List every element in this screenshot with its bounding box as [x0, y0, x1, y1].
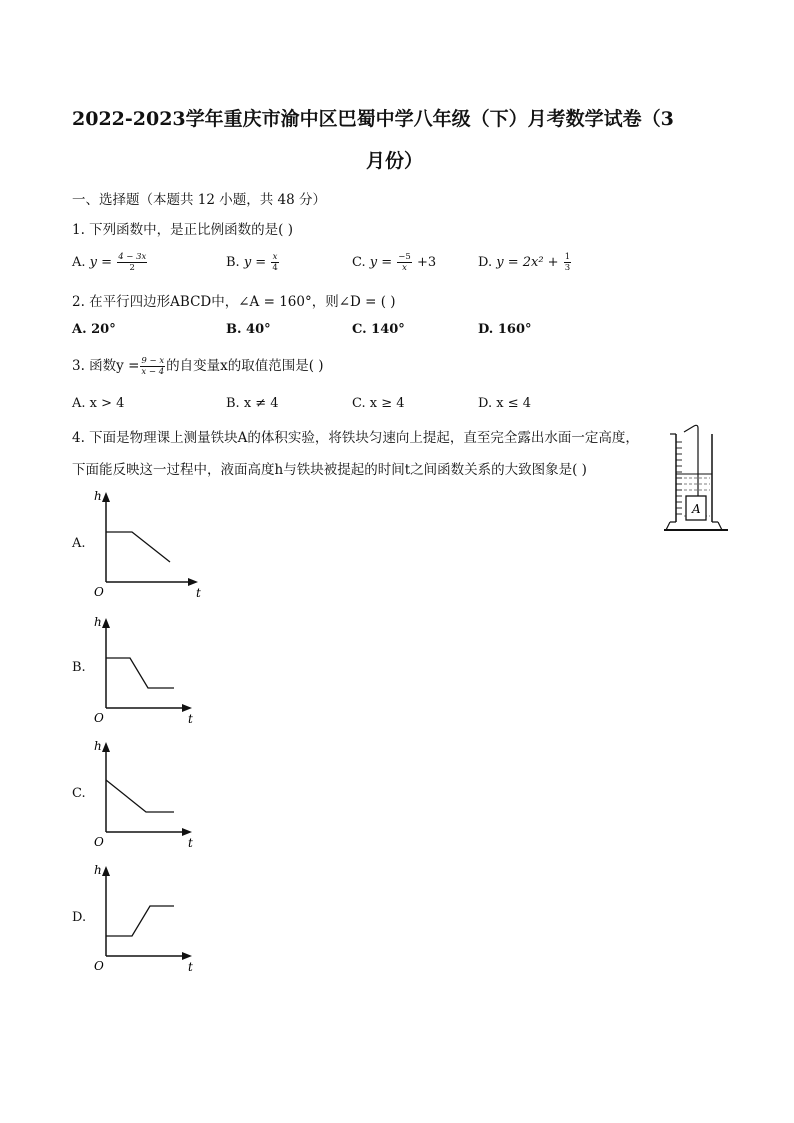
q4-graph-c-label: C.: [72, 786, 86, 801]
q4-graph-d-label: D.: [72, 910, 87, 925]
h-label: h: [94, 863, 102, 877]
q4-graph-b-label: B.: [72, 660, 86, 675]
q3-option-d: D. x ≤ 4: [478, 396, 531, 411]
x-axis-arrow: [182, 952, 192, 960]
t-label: t: [188, 960, 193, 974]
beaker-scale: [676, 442, 682, 514]
q1-option-d: D. y = 2x² + $\frac{1}{3}$: [478, 252, 571, 273]
q3-option-c: C. x ≥ 4: [352, 396, 405, 411]
q4-graph-d: [88, 860, 212, 976]
y-axis-arrow: [102, 492, 110, 502]
q2-option-d: D. 160°: [478, 322, 532, 337]
origin-label: O: [94, 959, 104, 973]
t-label: t: [188, 712, 193, 726]
graph-line: [106, 906, 174, 936]
beaker-figure: [656, 424, 732, 536]
q4-graph-b: [88, 612, 212, 728]
y-axis-arrow: [102, 866, 110, 876]
q2-option-b: B. 40°: [226, 322, 271, 337]
x-axis-arrow: [188, 578, 198, 586]
q1-option-a: A. y = $\frac{4 - 3x}{2}$: [72, 252, 147, 273]
graph-line: [106, 532, 170, 562]
iron-block-label: A: [692, 502, 701, 516]
q3-option-b: B. x ≠ 4: [226, 396, 279, 411]
h-label: h: [94, 489, 102, 503]
q4-graph-c: [88, 736, 212, 852]
t-label: t: [196, 586, 201, 600]
q4-stem-line1: 4. 下面是物理课上测量铁块A的体积实验，将铁块匀速向上提起，直至完全露出水面一定高度，: [72, 430, 639, 446]
y-axis-arrow: [102, 742, 110, 752]
exam-title-line1: 2022-2023学年重庆市渝中区巴蜀中学八年级（下）月考数学试卷（3: [72, 108, 674, 130]
q4-graph-a: [88, 486, 212, 602]
q2-option-c: C. 140°: [352, 322, 405, 337]
graph-line: [106, 780, 174, 812]
q3-stem: 3. 函数y = $\frac{9 - x}{x - 4}$ 的自变量x的取值范围是( ): [72, 356, 324, 377]
graph-line: [106, 658, 174, 688]
origin-label: O: [94, 835, 104, 849]
section-header: 一、选择题（本题共 12 小题，共 48 分）: [72, 192, 327, 208]
q1-option-b: B. y = $\frac{x}{4}$: [226, 252, 278, 273]
x-axis-arrow: [182, 704, 192, 712]
h-label: h: [94, 739, 102, 753]
q1-stem: 1. 下列函数中，是正比例函数的是( ): [72, 222, 293, 238]
beaker-foot: [666, 522, 722, 530]
t-label: t: [188, 836, 193, 850]
beaker-string: [684, 425, 698, 496]
h-label: h: [94, 615, 102, 629]
y-axis-arrow: [102, 618, 110, 628]
q4-stem-line2: 下面能反映这一过程中，液面高度h与铁块被提起的时间t之间函数关系的大致图象是( ): [72, 462, 587, 478]
q1-option-c: C. y = $\frac{-5}{x}$ +3: [352, 252, 437, 273]
exam-title-line2: 月份）: [366, 150, 424, 172]
origin-label: O: [94, 711, 104, 725]
origin-label: O: [94, 585, 104, 599]
q2-option-a: A. 20°: [72, 322, 116, 337]
q3-option-a: A. x > 4: [72, 396, 125, 411]
q4-graph-a-label: A.: [72, 536, 86, 551]
q2-stem: 2. 在平行四边形ABCD中，∠A = 160°，则∠D = ( ): [72, 294, 396, 310]
x-axis-arrow: [182, 828, 192, 836]
